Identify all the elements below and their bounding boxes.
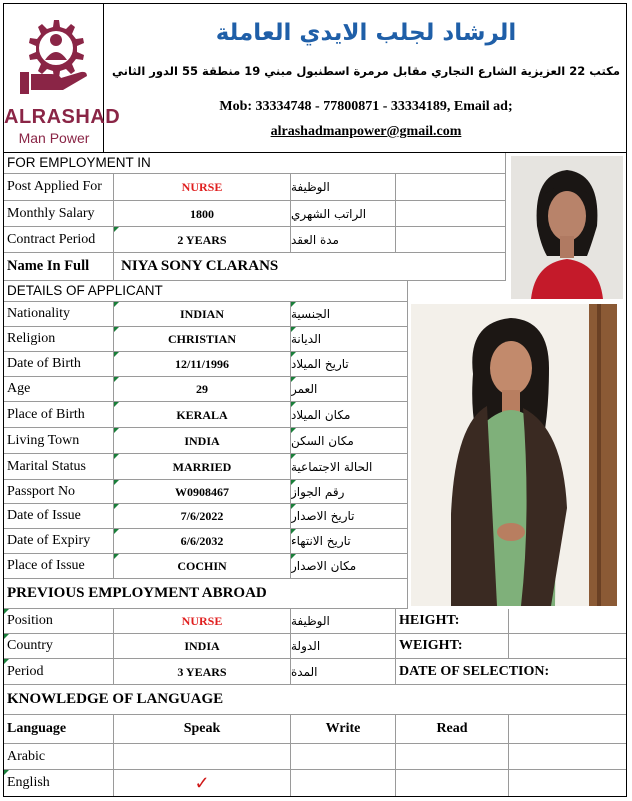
applicant-row-label: Date of Birth (4, 352, 114, 377)
full-name-label: Name In Full (4, 253, 114, 281)
applicant-row-label-arabic (291, 377, 408, 402)
previous-row-label (4, 609, 114, 634)
arabic-write (291, 744, 396, 770)
applicant-row-arabic-text: العمر (291, 382, 318, 396)
applicant-row-arabic-text: الديانة (291, 332, 322, 346)
logo-tagline: Man Power (18, 130, 90, 146)
applicant-row-value (114, 529, 291, 554)
applicant-row-label: Place of Issue (4, 554, 114, 579)
language-english-name (4, 770, 114, 796)
company-logo (4, 4, 121, 152)
applicant-row-arabic-text: الحالة الاجتماعية (291, 459, 373, 474)
applicant-row-label-arabic (291, 454, 408, 480)
salary-value: 1800 (114, 201, 291, 227)
contract-value (114, 227, 291, 253)
applicant-row-value-text: CHRISTIAN (167, 332, 236, 346)
contract-label-arabic: مدة العقد (291, 227, 396, 253)
contract-label: Contract Period (4, 227, 114, 253)
arabic-speak (114, 744, 291, 770)
weight-label: WEIGHT: (396, 634, 509, 659)
read-header: Read (396, 715, 509, 744)
previous-row-label (4, 659, 114, 685)
applicant-row-value (114, 302, 291, 327)
section-language-title: KNOWLEDGE OF LANGUAGE (4, 685, 626, 715)
applicant-row-label-arabic (291, 302, 408, 327)
applicant-row-label: Marital Status (4, 454, 114, 480)
applicant-row-arabic-text: تاريخ الانتهاء (291, 534, 351, 548)
applicant-row-value (114, 480, 291, 504)
applicant-row-value (114, 428, 291, 454)
applicant-row-value (114, 377, 291, 402)
previous-row-value: INDIA (114, 634, 291, 659)
full-name-value: NIYA SONY CLARANS (114, 253, 506, 281)
salary-label-arabic: الراتب الشهري (291, 201, 396, 227)
applicant-row-value (114, 554, 291, 579)
applicant-row-label: Nationality (4, 302, 114, 327)
previous-row-label-text: Country (7, 638, 53, 653)
height-label: HEIGHT: (396, 609, 509, 634)
applicant-row-label-arabic (291, 428, 408, 454)
write-header: Write (291, 715, 396, 744)
applicant-row-value-text: 6/6/2032 (180, 534, 224, 548)
contact-email-line (104, 124, 628, 140)
english-write (291, 770, 396, 796)
section-previous-title: PREVIOUS EMPLOYMENT ABROAD (4, 579, 408, 609)
application-form (3, 153, 627, 797)
english-read (396, 770, 509, 796)
applicant-row-label: Religion (4, 327, 114, 352)
applicant-row-value-text: KERALA (176, 407, 228, 422)
applicant-row-label: Living Town (4, 428, 114, 454)
company-name-arabic: الرشاد لجلب الايدي العاملة (215, 20, 517, 46)
previous-row-label-arabic: المدة (291, 659, 396, 685)
previous-row-label-text: Period (7, 663, 44, 679)
english-speak (114, 770, 291, 796)
company-address-arabic: مكتب 22 العزيزية الشارع التجاري مقابل مرمرة اسطنبول مبني 19 منطقة 55 الدور الثاني (112, 64, 620, 78)
previous-row-value: 3 YEARS (114, 659, 291, 685)
speak-header: Speak (114, 715, 291, 744)
full-length-photo-image (411, 304, 617, 606)
blank-cell (509, 715, 626, 744)
post-label-arabic: الوظيفة (291, 174, 396, 201)
post-value: NURSE (114, 174, 291, 201)
applicant-row-value (114, 402, 291, 428)
previous-row-label-arabic: الوظيفة (291, 609, 396, 634)
applicant-row-label-arabic (291, 554, 408, 579)
applicant-row-value (114, 504, 291, 529)
applicant-row-label-arabic (291, 352, 408, 377)
post-label: Post Applied For (4, 174, 114, 201)
applicant-row-value-text: 7/6/2022 (180, 509, 224, 523)
applicant-row-arabic-text: رقم الجواز (291, 484, 345, 499)
language-header: Language (4, 715, 114, 744)
checkmark-icon: ✓ (194, 773, 210, 793)
applicant-row-label: Place of Birth (4, 402, 114, 428)
applicant-row-label-arabic (291, 504, 408, 529)
full-length-photo (411, 304, 617, 606)
letterhead (3, 3, 627, 153)
gear-logo-icon (18, 16, 90, 102)
applicant-row-label-arabic (291, 480, 408, 504)
applicant-row-label: Date of Issue (4, 504, 114, 529)
applicant-row-value-text: 29 (196, 382, 208, 396)
applicant-row-arabic-text: مكان الميلاد (291, 407, 351, 422)
applicant-row-value (114, 454, 291, 480)
applicant-row-arabic-text: الجنسية (291, 307, 331, 321)
blank-cell (509, 770, 626, 796)
applicant-row-arabic-text: مكان الاصدار (291, 559, 357, 573)
blank-cell (396, 201, 506, 227)
applicant-row-arabic-text: مكان السكن (291, 433, 354, 448)
applicant-row-value-text: 12/11/1996 (174, 357, 229, 371)
section-applicant-title: DETAILS OF APPLICANT (4, 281, 408, 302)
applicant-row-value-text: MARRIED (172, 459, 232, 474)
applicant-row-value (114, 327, 291, 352)
blank-cell (396, 227, 506, 253)
previous-row-label-text: Position (7, 613, 53, 628)
passport-photo-image (511, 156, 623, 299)
applicant-row-value (114, 352, 291, 377)
blank-cell (509, 744, 626, 770)
logo-name: ALRASHAD (4, 106, 121, 128)
passport-photo (511, 156, 623, 299)
height-value (509, 609, 626, 634)
applicant-row-arabic-text: تاريخ الميلاد (291, 357, 349, 371)
applicant-row-value-text: COCHIN (177, 559, 227, 573)
arabic-read (396, 744, 509, 770)
contact-phones: Mob: 33334748 - 77800871 - 33334189, Email ad; (219, 99, 513, 114)
previous-row-label (4, 634, 114, 659)
applicant-row-label: Age (4, 377, 114, 402)
previous-row-label-arabic: الدولة (291, 634, 396, 659)
date-of-selection-label: DATE OF SELECTION: (396, 659, 626, 685)
applicant-row-label-arabic (291, 402, 408, 428)
contact-email[interactable]: alrashadmanpower@gmail.com (270, 124, 462, 139)
applicant-row-arabic-text: تاريخ الاصدار (291, 509, 355, 523)
blank-cell (396, 174, 506, 201)
applicant-row-label: Date of Expiry (4, 529, 114, 554)
weight-value (509, 634, 626, 659)
language-english-text: English (7, 775, 50, 790)
applicant-row-value-text: W0908467 (175, 484, 229, 499)
applicant-row-value-text: INDIAN (179, 307, 224, 321)
applicant-row-value-text: INDIA (184, 433, 220, 448)
applicant-row-label: Passport No (4, 480, 114, 504)
applicant-row-label-arabic (291, 529, 408, 554)
salary-label: Monthly Salary (4, 201, 114, 227)
applicant-row-label-arabic (291, 327, 408, 352)
language-arabic-name: Arabic (4, 744, 114, 770)
section-employment-title: FOR EMPLOYMENT IN (4, 153, 506, 174)
contract-value-text: 2 YEARS (177, 232, 227, 247)
previous-row-value: NURSE (114, 609, 291, 634)
